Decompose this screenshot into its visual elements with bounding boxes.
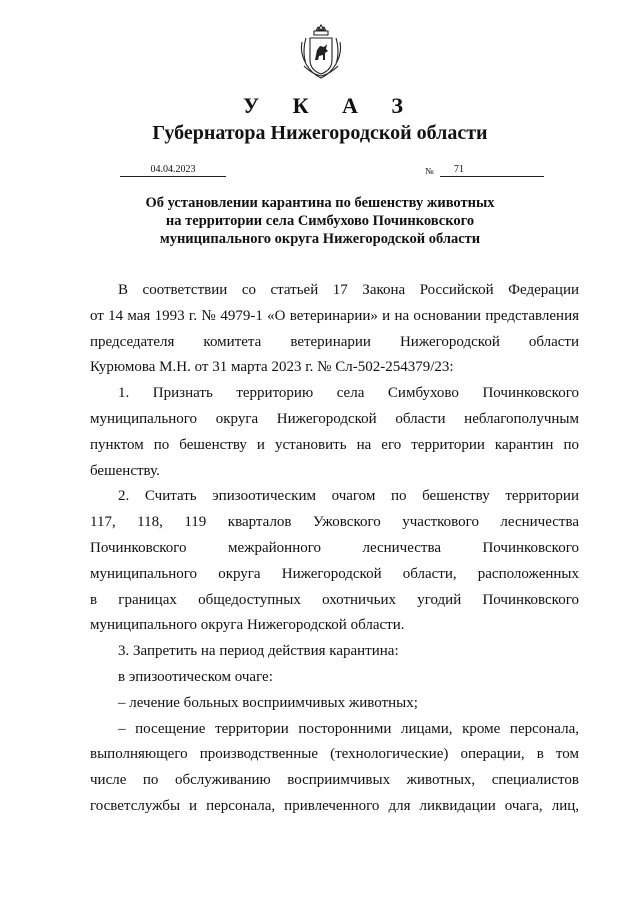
text-line: 117, 118, 119 кварталов Ужовского участкового лесничества [90,514,579,531]
text-line: В соответствии со статьей 17 Закона Российской Федерации [118,282,579,298]
paragraph-bullet [90,717,579,820]
text-line: пунктом по бешенству и установить на его территории карантин по [90,436,579,453]
text-line: муниципального округа Нижегородской области. [90,617,405,634]
paragraph-item-1 [90,381,579,484]
paragraph-item-3: 3. Запретить на период действия карантина: [118,643,399,660]
paragraph-item-2 [90,484,579,639]
decree-issuer: Губернатора Нижегородской области [152,122,488,144]
text-line: бешенству. [90,462,160,479]
heading-line: Об установлении карантина по бешенству животных [145,195,495,211]
text-line: 2. Считать эпизоотическим очагом по бешенству территории [118,488,579,505]
decree-body [90,278,579,820]
text-line: муниципального округа Нижегородской области неблагополучным [90,410,579,427]
decree-date: 04.04.2023 [120,164,226,177]
decree-number-label: № [425,166,434,176]
text-line: в границах общедоступных охотничьих угодий Починковского [90,591,579,608]
text-line: Починковского межрайонного лесничества Починковского [90,539,579,556]
decree-number: 71 [440,164,544,177]
text-line: председателя комитета ветеринарии Нижегородской области [90,333,579,350]
paragraph-bullet: – лечение больных восприимчивых животных; [118,694,418,711]
text-line: от 14 мая 1993 г. № 4979-1 «О ветеринарии» и на основании представления [90,307,579,324]
paragraph-preamble [90,278,579,381]
text-line: – посещение территории посторонними лицами, кроме персонала, [118,720,579,737]
coat-of-arms-emblem [298,22,344,80]
text-line: госветслужбы и персонала, привлеченного для ликвидации очага, лиц, [90,797,579,814]
text-line: муниципального округа Нижегородской области, расположенных [90,565,579,582]
heading-line: на территории села Симбухово Починковского [165,213,475,229]
decree-title: У К А З [242,93,418,118]
text-line: Курюмова М.Н. от 31 марта 2023 г. № Сл-502-254379/23: [90,359,454,376]
heading-line: муниципального округа Нижегородской области [159,231,481,247]
text-line: 1. Признать территорию села Симбухово Починковского [118,385,579,402]
text-line: выполняющего производственные (технологические) операции, в том [90,746,579,763]
text-line: числе по обслуживанию восприимчивых животных, специалистов [90,772,579,789]
paragraph-subheading: в эпизоотическом очаге: [118,668,273,685]
decree-heading [100,194,540,248]
